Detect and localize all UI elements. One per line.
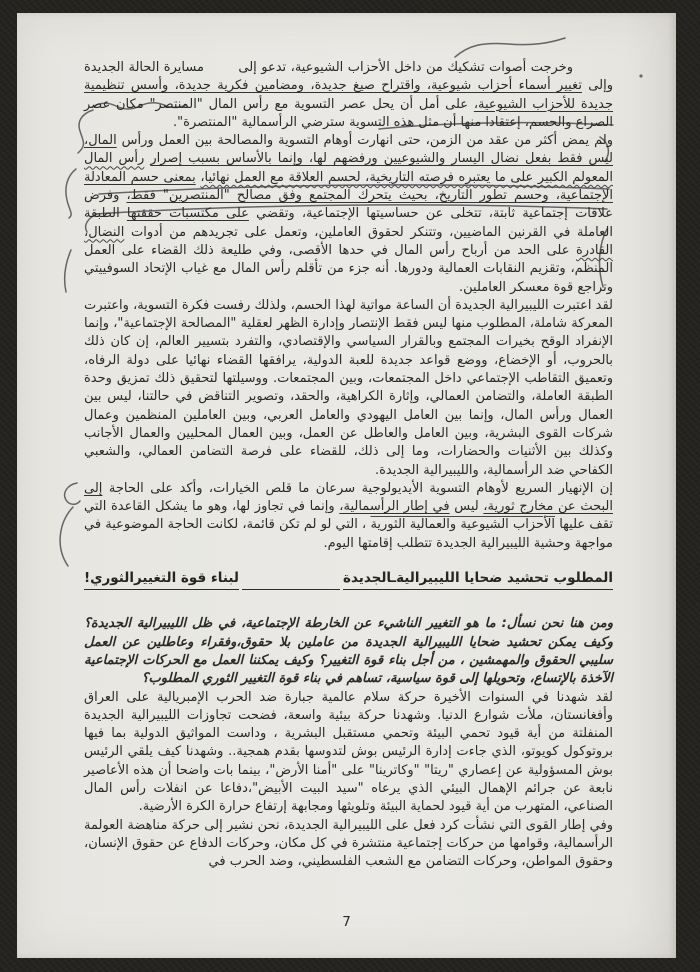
heading-underline-fill	[242, 574, 340, 590]
document-text	[84, 59, 613, 871]
paragraph-2	[84, 132, 613, 297]
text-run: على أمل أن يحل عصر التسوية مع رأس المال "المنتصر" مكان عصر الصراع والحسم، إعتقادا منها أن مثل هذه التسوية سترضي الرأسمالية "المنتصرة".	[84, 96, 613, 130]
text-run: ومن هنا نحن نسأل: ما هو التغيير الناشيء عن الخارطة الإجتماعية، في ظل الليبيرالية الجديدة؟ وكيف يمكن تحشيد ضحايا الليبيرالية الجديدة من عاملين بلا حقوق،وفقراء وعاطلين عن العمل سليبي الحقوق والمهمشين ، من أجل بناء قوة التغيير؟ وكيف يمكننا العمل مع الحركات الإجتماعية الآخذة بالإتساع، وتحويلها إلى قوة سياسية، تساهم في بناء قوة التغيير الثوري المطلوب؟	[84, 616, 613, 687]
marked-text-run: بمعنى حسم المعادلة الإجتماعية، وحسم تطور التاريخ، بحيث يتحرك المجتمع وفق مصالح "المنتصرين" فقط،	[84, 169, 613, 204]
marked-text-run: في إطار الرأسمالية،	[339, 499, 450, 515]
paragraph-6	[84, 615, 613, 688]
stray-ink-dot	[639, 74, 642, 77]
marked-text-run: الأحزاب الشيوعية والعمالية الثورية	[370, 517, 556, 533]
text-run: لقد شهدنا في السنوات الأخيرة حركة سلام عالمية جبارة ضد الحرب الإمبريالية على العراق وأفغانستان، ملأت شوارع الدنيا. وشهدنا حركة بيئية واسعة، فضحت تجاوزات الليبيرالية الجديدة المنفلتة من أية قيود تحمي البيئة وتحمي مستقبل البشرية ، وداست المواثيق الدولية بما فيها بروتوكول كويوتو، الذي جاءت إدارة الرئيس بوش لتدوسها بقدم همجية.. وشهدنا كيف يلقي الرئيس بوش المسؤولية عن إعصاري "ريتا" "وكاترينا" على "أمنا الأرض"، بينما بات واضحا أن هذه الأعاصير نابعة عن جرائم الإهمال البيئي الذي يرعاه "سيد البيت الأبيض"،دفاعا عن انفلات رأس المال الصناعي، المتهرب من أية قيود لحماية البيئة وتلويثها ومجابهة إرتفاع حرارة الكرة الأرضية.	[84, 689, 613, 815]
paragraph-8	[84, 817, 613, 872]
handwritten-swoosh	[455, 38, 565, 57]
heading-right-text: المطلوب تحشيد ضحايا الليبيراليةـالجديدة	[343, 569, 613, 590]
text-run: ، التي لو لم تكن قائمة، لكانت الحاجة الموضوعية في مواجهة وحشية الليبيرالية الجديدة تتطلب إقامتها اليوم.	[84, 517, 613, 551]
text-run: وفي إطار القوى التي نشأت كرد فعل على الليبيرالية الجديدة، نحن نشير إلى حركة مناهضة العولمة الرأسمالية، وقوامها من حركات إجتماعية منتشرة في كل مكان، وحركات الدفاع عن حقوق الإنسان، وحقوق المواطن، وحركات التضامن مع الشعب الفلسطيني، وضد الحرب في	[84, 817, 613, 870]
marked-text-run: على مكتسبات حققتها	[126, 206, 249, 222]
marked-text-run: النضال، القادرة	[84, 224, 613, 258]
margin-bracket-left-2	[66, 169, 76, 218]
text-run: وإنما في تجاوز لها، وهو ما يشكل القاعدة التي تقف عليها	[84, 499, 613, 533]
text-run: وخرجت أصوات تشكيك من داخل الأحزاب الشيوعية، تدعو إلى	[238, 60, 573, 75]
paragraph-3	[84, 297, 613, 480]
text-run: ولم يمض أكثر من عقد من الزمن، حتى انهارت أوهام التسوية والمصالحة بين العمل ورأس	[116, 133, 613, 149]
text-run: الطبقة العاملة في القرنين الماضيين، وتتنكر لحقوق العاملين، وتعمل على تجريدهم من أدوات	[84, 206, 613, 240]
marked-text-run: المال، ليس فقط بفعل نضال اليسار والشيوعيين ورفضهم لها، وإنما بالأساس بسبب إصرار	[84, 133, 613, 167]
marked-text-run: إلى البحث عن مخارج ثورية،	[84, 480, 613, 515]
text-run: إن الإنهيار السريع لأوهام التسوية الأيديولوجية سرعان ما قلص الخيارات، وأكد على الحاجة	[102, 480, 613, 496]
paragraph-7	[84, 689, 613, 817]
text-run: لقد اعتبرت الليبيرالية الجديدة أن الساعة مواتية لهذا الحسم، ولذلك رفست فكرة التسوية، واعتبرت المعركة شاملة، المطلوب منها ليس فقط الإنتصار وإدارة الظهر لعقلية "المصالحة الإجتماعية"، وإنما الإنفراد الوقح بخيرات المجتمع وبالقرار السياسي والإقتصادي، والتفرد بتسيير العالم، إن كان ذلك بالحروب، أو الإخضاع، ووضع قواعد جديدة للعبة الدولية، يرافقها القضاء نهائيا على دولة الرفاه، وتعميق التقاطب الإجتماعي داخل المجتمعات، وبين المجتمعات. ووسيلتها لتحقيق ذلك تمزيق وحدة الطبقة العاملة، والتضامن العمالي، وإثارة الكراهية، والحقد، وتصوير التناقض في حالتنا، ليس بين العمال ورأس المال، وإنما بين العامل اليهودي والعامل العربي، وبين العاملين المنظمين وعمال شركات القوى البشرية، وبين العامل والعاطل عن العمل، وبين العمال المحليين والعمال الأجانب وكذلك بين الأثنيات والحضارات، وما إلى ذلك، للقضاء على فرصة التضامن العمالي، والشعبي الكفاحي ضد الرأسمالية، والليبيرالية الجديدة.	[84, 297, 613, 478]
heading-left-text: لبناء قوة التغييرالثوري!	[84, 569, 239, 590]
marked-text-run: تغيير أسماء أحزاب شيوعية، واقتراح صيغ جديدة، ومضامين فكرية جديدة، وأسس تنظيمية جديدة للأحزاب الشيوعية،	[84, 78, 613, 112]
document-page	[17, 13, 676, 958]
page-number: 7	[342, 914, 351, 930]
margin-paren-left-5	[60, 507, 73, 566]
section-heading	[84, 569, 613, 590]
paragraph-4	[84, 480, 613, 553]
marked-text-run: رأس المال المعولم الكبير على ما يعتبره فرصته التاريخية، لحسم العلاقة مع العمل نهائيا،	[84, 151, 613, 185]
text-run: ليس	[449, 499, 484, 515]
inline-gap	[208, 70, 238, 71]
margin-mark-left-4	[65, 483, 80, 504]
text-run: على الحد من أرباح رأس المال في حدها الأقصى، وفي طليعة ذلك القضاء على العمل المنظم، وتقزيم النقابات العمالية ودورها. أنه جزء من تأقلم رأس المال مع غياب الإتحاد السوفييتي وتراجع قوة معسكر العاملين.	[84, 242, 613, 295]
paragraph-1	[84, 59, 613, 132]
text-run: مسايرة الحالة الجديدة وإلى	[84, 60, 613, 94]
margin-stroke-left-3	[65, 250, 71, 292]
text-run: وفرض علاقات إجتماعية ثابتة، تتخلى عن حساسيتها الإجتماعية، وتقضي	[84, 188, 613, 222]
